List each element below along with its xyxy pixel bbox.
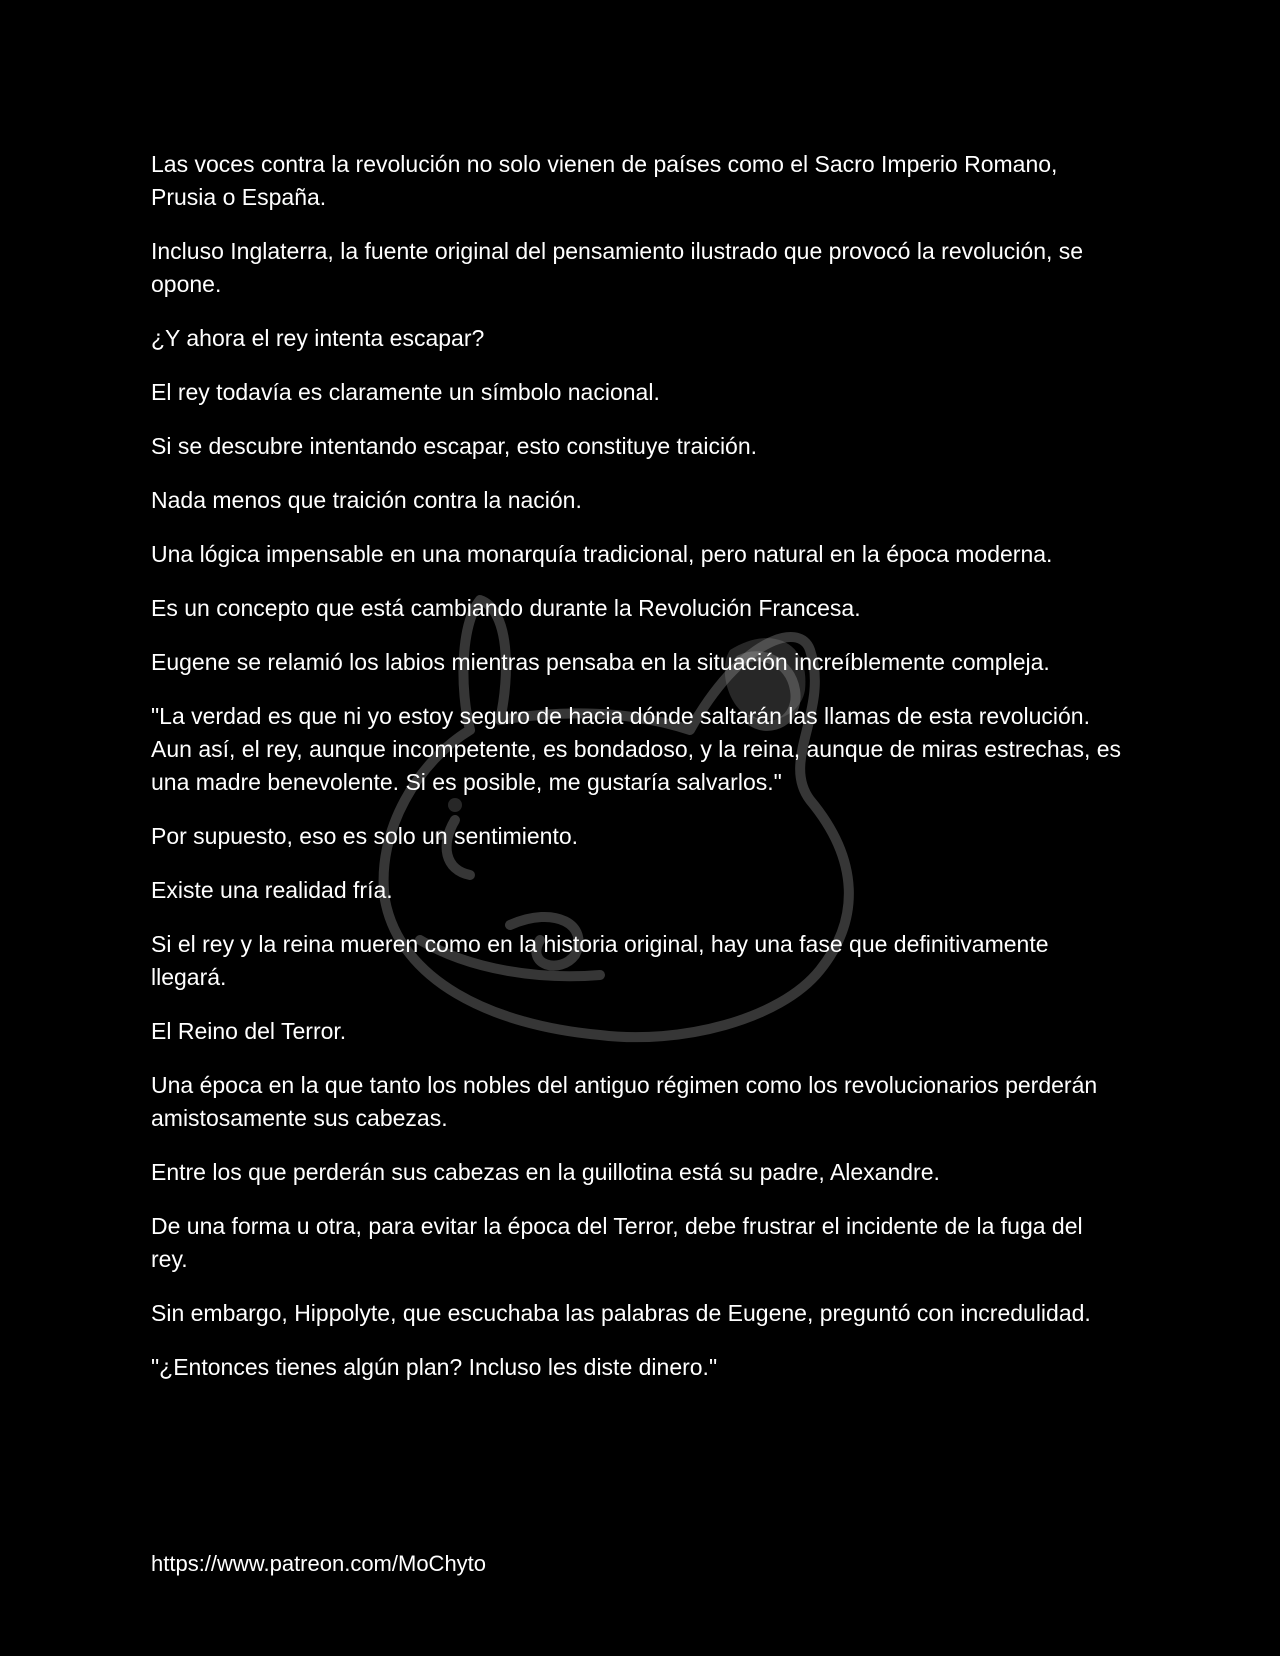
paragraph: Sin embargo, Hippolyte, que escuchaba las palabras de Eugene, preguntó con incredulidad. [151,1300,1091,1326]
paragraph: El Reino del Terror. [151,1018,347,1044]
paragraph: Si se descubre intentando escapar, esto constituye traición. [151,433,758,459]
paragraph: Si el rey y la reina mueren como en la historia original, hay una fase que definitivamente llegará. [151,931,1049,990]
dialogue-paragraph: "La verdad es que ni yo estoy seguro de hacia dónde saltarán las llamas de esta revolución. Aun así, el rey, aunque incompetente, es bondadoso, y la reina, aunque de miras estrechas, es una madre benevolente. Si es posible, me gustaría salvarlos." [151,703,1122,795]
paragraph: De una forma u otra, para evitar la época del Terror, debe frustrar el incidente de la fuga del rey. [151,1213,1083,1272]
paragraph: Existe una realidad fría. [151,877,393,903]
paragraph: Por supuesto, eso es solo un sentimiento. [151,823,579,849]
paragraph: Incluso Inglaterra, la fuente original del pensamiento ilustrado que provocó la revolución, se opone. [151,238,1084,297]
paragraph: Una época en la que tanto los nobles del antiguo régimen como los revolucionarios perderán amistosamente sus cabezas. [151,1072,1098,1131]
paragraph: Eugene se relamió los labios mientras pensaba en la situación increíblemente compleja. [151,649,1050,675]
paragraph: ¿Y ahora el rey intenta escapar? [151,325,485,351]
chapter-text [151,148,1121,1405]
paragraph: Las voces contra la revolución no solo vienen de países como el Sacro Imperio Romano, Prusia o España. [151,151,1058,210]
paragraph: El rey todavía es claramente un símbolo nacional. [151,379,660,405]
paragraph: Una lógica impensable en una monarquía tradicional, pero natural en la época moderna. [151,541,1053,567]
patreon-link[interactable]: https://www.patreon.com/MoChyto [151,1551,487,1576]
paragraph: Entre los que perderán sus cabezas en la guillotina está su padre, Alexandre. [151,1159,940,1185]
paragraph: Es un concepto que está cambiando durante la Revolución Francesa. [151,595,861,621]
paragraph: Nada menos que traición contra la nación. [151,487,582,513]
dialogue-paragraph: "¿Entonces tienes algún plan? Incluso les diste dinero." [151,1354,718,1380]
